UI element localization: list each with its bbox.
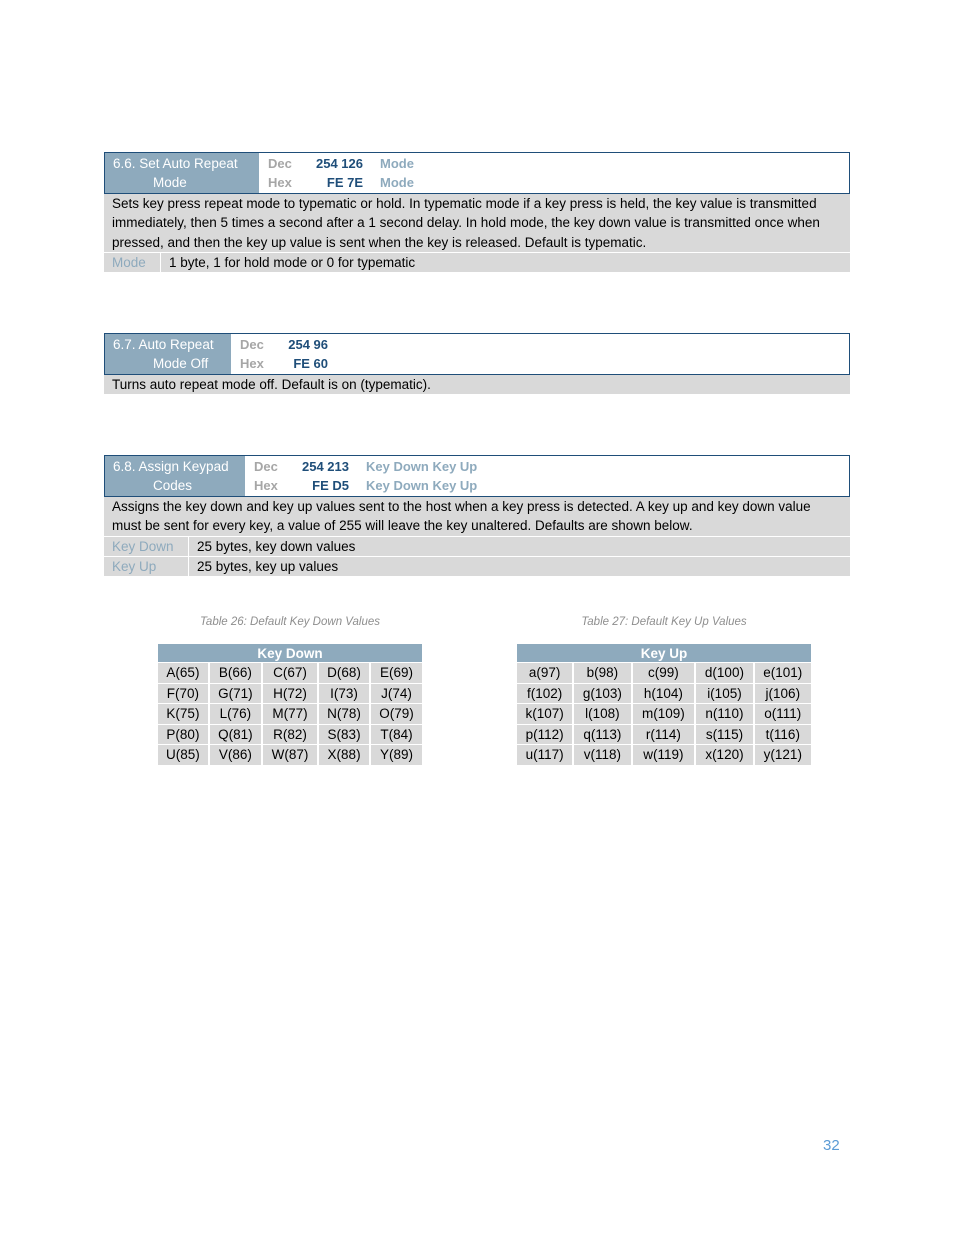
table-cell: E(69) [371, 663, 422, 683]
key-up-table [515, 643, 813, 766]
hex-label: Hex [240, 356, 264, 371]
hex-label: Hex [254, 478, 278, 493]
table-cell: K(75) [158, 704, 208, 724]
dec-row [231, 335, 849, 354]
table-cell: e(101) [755, 663, 811, 683]
table-cell: t(116) [755, 725, 811, 745]
table-cell: T(84) [371, 725, 422, 745]
hex-row [245, 476, 849, 495]
table-cell: o(111) [755, 704, 811, 724]
command-title [105, 334, 231, 374]
table-cell: l(108) [574, 704, 630, 724]
dec-param: Mode [380, 156, 414, 171]
table-cell: q(113) [574, 725, 630, 745]
param-row [104, 556, 850, 576]
table-cell: n(110) [696, 704, 752, 724]
dec-label: Dec [268, 156, 292, 171]
table-cell: h(104) [633, 684, 695, 704]
table-cell: k(107) [517, 704, 572, 724]
table-cell: X(88) [319, 745, 369, 765]
table-cell: r(114) [633, 725, 695, 745]
param-row [104, 536, 850, 556]
command-codes [245, 456, 849, 496]
table-cell: S(83) [319, 725, 369, 745]
table-row [517, 745, 811, 765]
table-cell: g(103) [574, 684, 630, 704]
command-title-line1: 6.8. Assign Keypad [113, 459, 229, 474]
page-number: 32 [823, 1137, 840, 1154]
table-cell: L(76) [210, 704, 261, 724]
command-block-assign-keypad-codes [104, 455, 850, 576]
dec-label: Dec [240, 337, 264, 352]
command-description: Sets key press repeat mode to typematic or hold. In typematic mode if a key press is held, the key value is transmitted immediately, then 5 times a second after a 1 second delay. In hold mode, the key down value is transmitted once when pressed, and then the key up value is sent when the key is released. Default is typematic. [104, 194, 850, 252]
table-cell: v(118) [574, 745, 630, 765]
hex-value: FE 60 [293, 356, 328, 371]
dec-row [259, 154, 849, 173]
table-cell: M(77) [263, 704, 317, 724]
table-cell: Q(81) [210, 725, 261, 745]
param-row [104, 252, 850, 272]
command-title [105, 153, 259, 193]
table-header-row [158, 644, 422, 662]
dec-row [245, 457, 849, 476]
table-header: Key Up [517, 644, 811, 662]
table-cell: p(112) [517, 725, 572, 745]
table-cell: j(106) [755, 684, 811, 704]
table-cell: f(102) [517, 684, 572, 704]
table-cell: O(79) [371, 704, 422, 724]
table-row [517, 725, 811, 745]
hex-param: Key Down Key Up [366, 478, 478, 493]
command-header [104, 333, 850, 375]
command-codes [231, 334, 849, 374]
table-cell: B(66) [210, 663, 261, 683]
param-desc: 25 bytes, key up values [197, 558, 339, 574]
hex-param: Mode [380, 175, 414, 190]
table-row [158, 684, 422, 704]
dec-value: 254 126 [316, 156, 363, 171]
command-block-auto-repeat-mode-off [104, 333, 850, 394]
command-codes [259, 153, 849, 193]
command-title [105, 456, 245, 496]
table-cell: P(80) [158, 725, 208, 745]
param-desc: 1 byte, 1 for hold mode or 0 for typematic [169, 255, 416, 271]
command-title-line1: 6.7. Auto Repeat [113, 337, 214, 352]
table-cell: i(105) [696, 684, 752, 704]
param-desc: 25 bytes, key down values [197, 538, 356, 554]
table-header: Key Down [158, 644, 422, 662]
table-cell: c(99) [633, 663, 695, 683]
table-cell: H(72) [263, 684, 317, 704]
table-cell: J(74) [371, 684, 422, 704]
table-cell: y(121) [755, 745, 811, 765]
table-row [517, 684, 811, 704]
command-block-set-auto-repeat-mode [104, 152, 850, 272]
command-title-line2: Mode [153, 175, 187, 190]
hex-row [259, 173, 849, 192]
hex-row [231, 354, 849, 373]
hex-label: Hex [268, 175, 292, 190]
command-header [104, 152, 850, 194]
dec-param: Key Down Key Up [366, 459, 478, 474]
key-down-table [156, 643, 424, 766]
command-description: Assigns the key down and key up values sent to the host when a key press is detected. A key up and key down value must be sent for every key, a value of 255 will leave the key unaltered. Defaults are shown below. [104, 497, 850, 536]
table-row [517, 704, 811, 724]
table-cell: b(98) [574, 663, 630, 683]
table-cell: A(65) [158, 663, 208, 683]
dec-value: 254 96 [288, 337, 328, 352]
table-cell: C(67) [263, 663, 317, 683]
table-cell: s(115) [696, 725, 752, 745]
command-description: Turns auto repeat mode off. Default is on (typematic). [104, 375, 850, 394]
param-name: Mode [104, 253, 161, 272]
command-title-line2: Mode Off [153, 356, 209, 371]
command-title-line2: Codes [153, 478, 193, 493]
table-cell: I(73) [319, 684, 369, 704]
table-cell: u(117) [517, 745, 572, 765]
hex-value: FE D5 [312, 478, 349, 493]
table-cell: x(120) [696, 745, 752, 765]
table-cell: d(100) [696, 663, 752, 683]
table-caption-key-up: Table 27: Default Key Up Values [581, 616, 747, 628]
dec-label: Dec [254, 459, 278, 474]
table-cell: F(70) [158, 684, 208, 704]
command-title-line1: 6.6. Set Auto Repeat [113, 156, 238, 171]
table-caption-key-down: Table 26: Default Key Down Values [199, 616, 381, 628]
table-row [158, 663, 422, 683]
hex-value: FE 7E [326, 175, 363, 190]
dec-value: 254 213 [302, 459, 349, 474]
table-cell: N(78) [319, 704, 369, 724]
table-cell: m(109) [633, 704, 695, 724]
table-cell: Y(89) [371, 745, 422, 765]
table-cell: V(86) [210, 745, 261, 765]
table-row [158, 704, 422, 724]
table-header-row [517, 644, 811, 662]
table-cell: G(71) [210, 684, 261, 704]
table-cell: w(119) [633, 745, 695, 765]
param-name: Key Down [104, 537, 189, 556]
param-name: Key Up [104, 557, 189, 576]
table-cell: W(87) [263, 745, 317, 765]
table-row [158, 745, 422, 765]
table-cell: D(68) [319, 663, 369, 683]
table-cell: R(82) [263, 725, 317, 745]
table-row [158, 725, 422, 745]
table-cell: a(97) [517, 663, 572, 683]
table-cell: U(85) [158, 745, 208, 765]
command-header [104, 455, 850, 497]
table-row [517, 663, 811, 683]
